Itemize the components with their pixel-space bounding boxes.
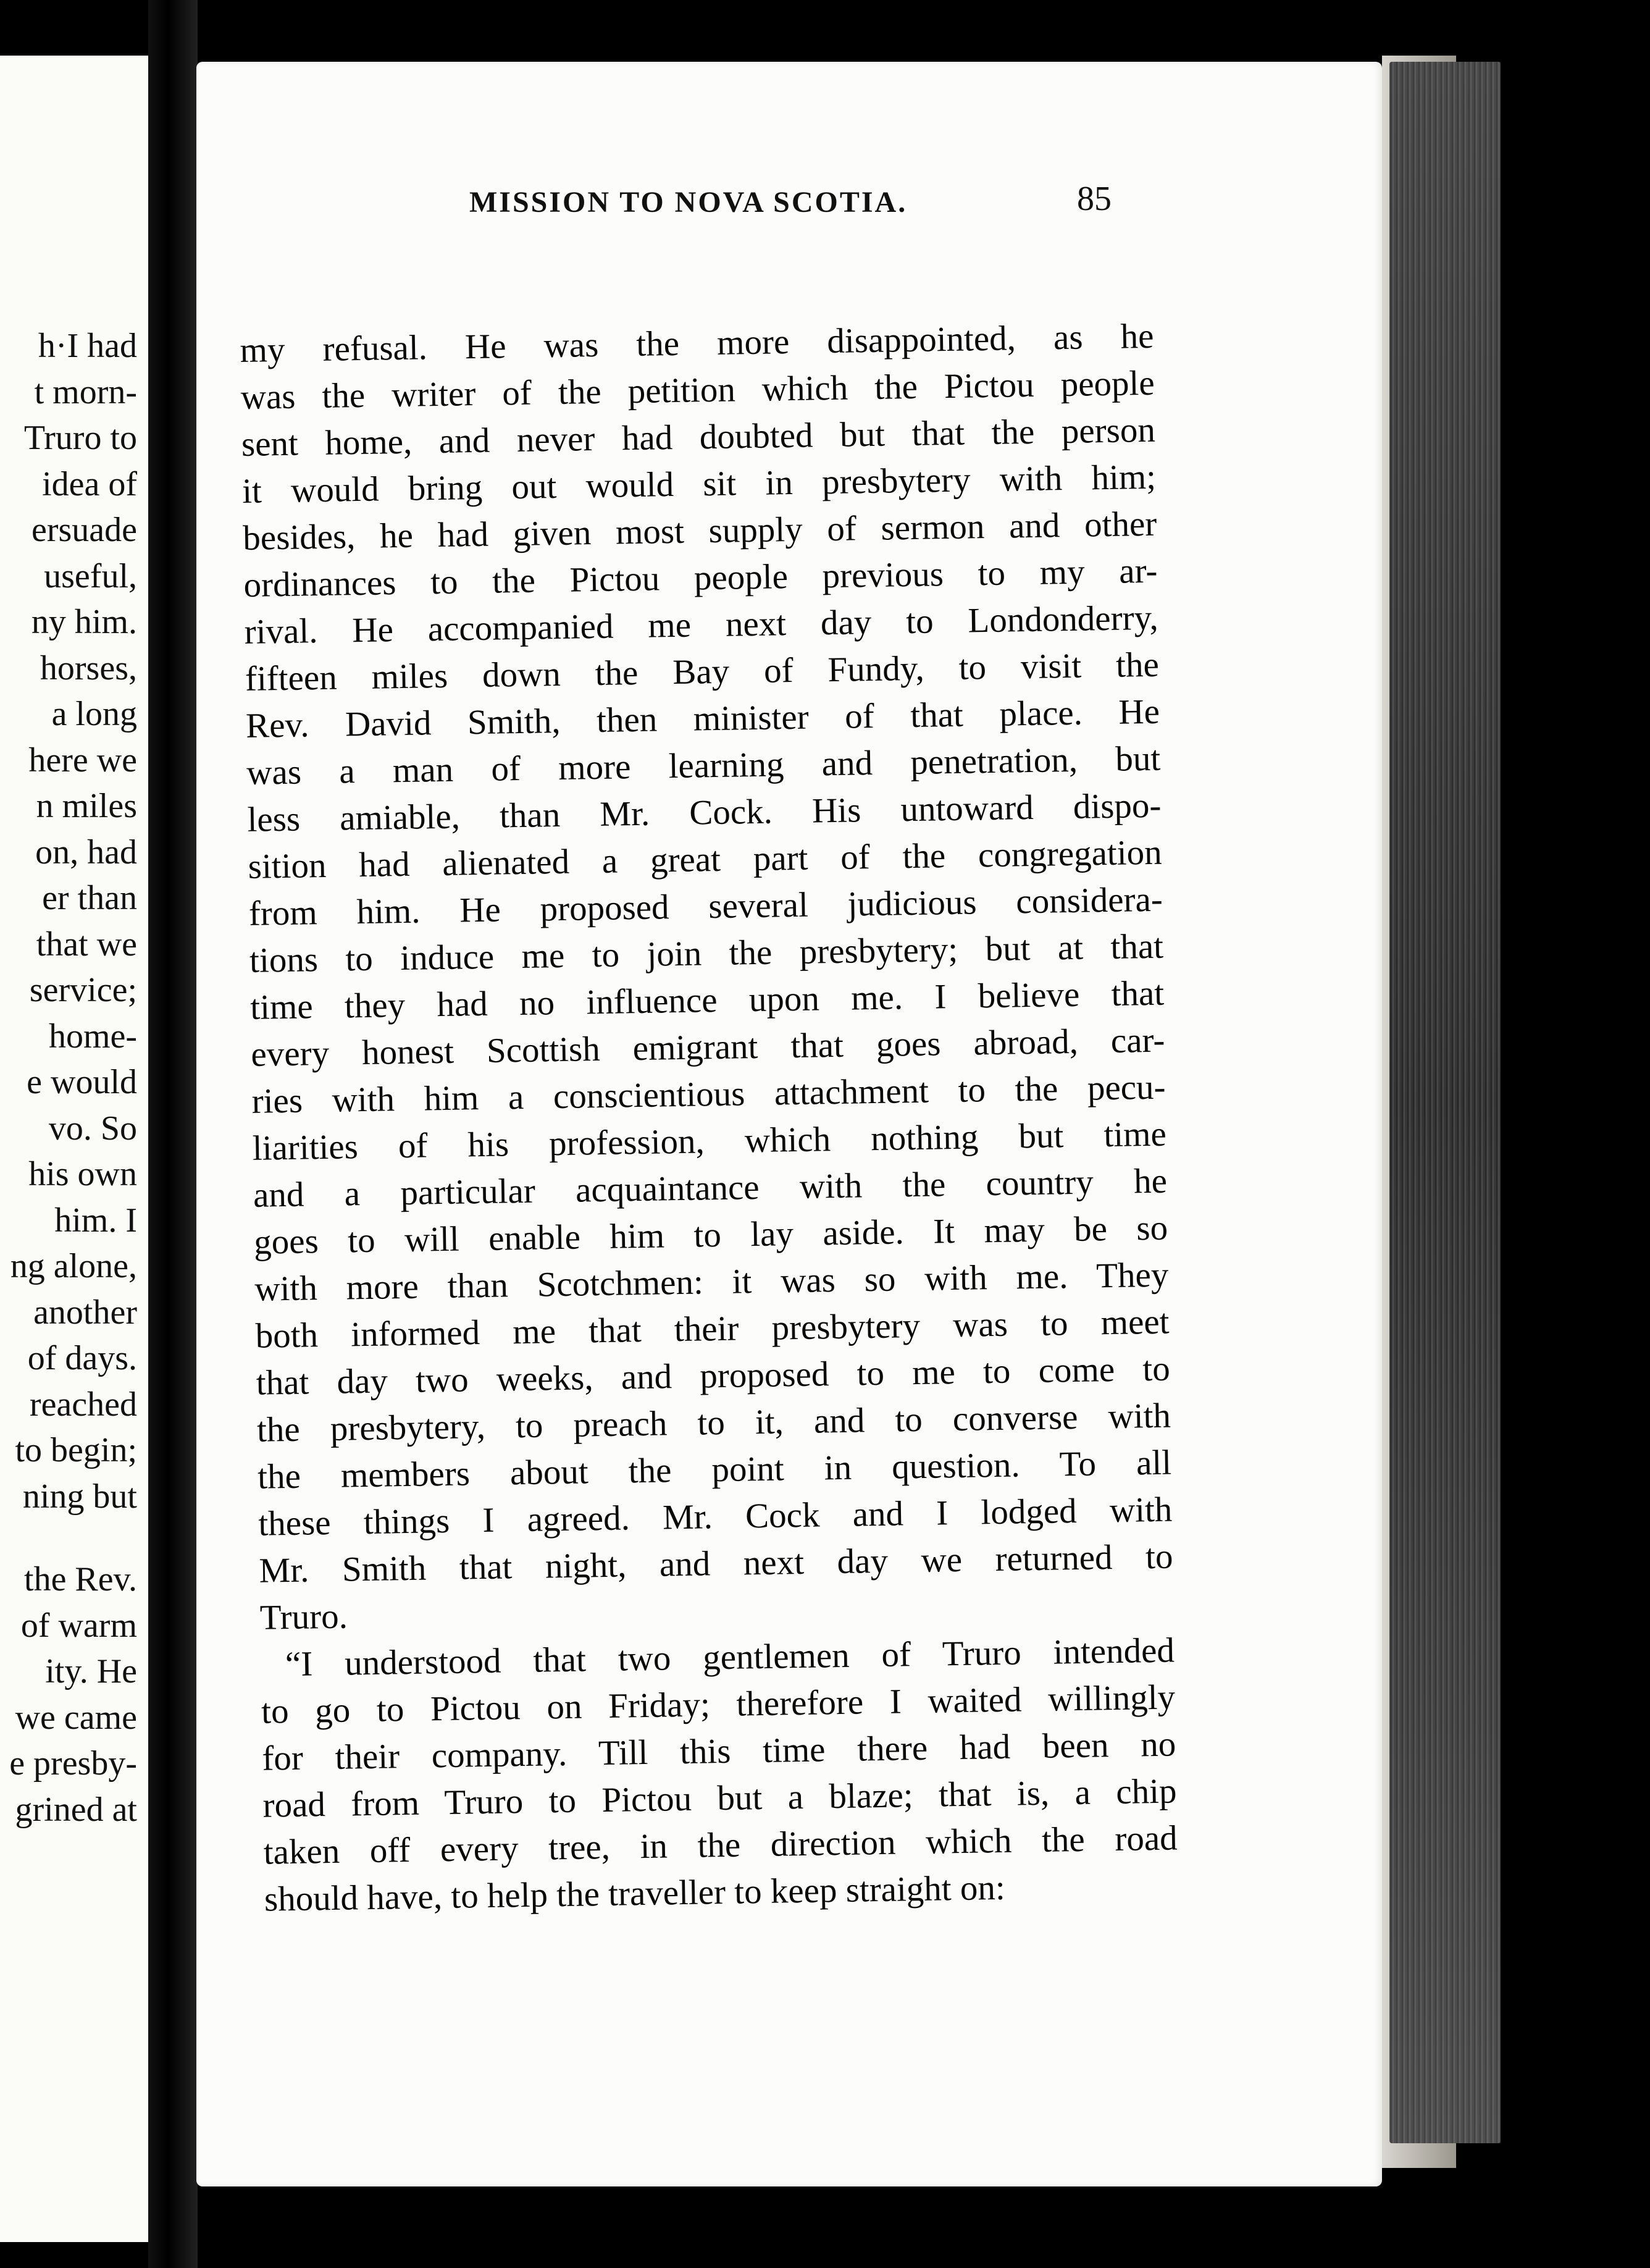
running-header-title: MISSION TO NOVA SCOTIA.: [469, 186, 908, 219]
text-line: sition had alienated a great part of the congregation: [248, 833, 1163, 886]
text-line: to go to Pictou on Friday; therefore I waited willingly: [261, 1678, 1176, 1731]
facing-page-line: ning but: [22, 1477, 137, 1516]
facing-page-line: vo. So: [48, 1109, 137, 1148]
facing-page-line: him. I: [54, 1201, 137, 1240]
facing-page-line: a long: [51, 695, 137, 733]
facing-page-fragment: [0, 56, 148, 2242]
facing-page-line: ny him.: [31, 603, 137, 641]
text-line: from him. He proposed several judicious considera-: [248, 880, 1163, 933]
facing-page-line: horses,: [40, 649, 137, 687]
text-line: goes to will enable him to lay aside. It may be so: [253, 1208, 1168, 1262]
text-line: fifteen miles down the Bay of Fundy, to visit the: [245, 645, 1160, 699]
text-line: was the writer of the petition which the Pictou people: [240, 363, 1155, 417]
text-line: Truro.: [259, 1597, 348, 1637]
text-line: road from Truro to Pictou but a blaze; that is, a chip: [262, 1771, 1177, 1825]
text-line: taken off every tree, in the direction which the road: [263, 1818, 1178, 1872]
text-line: both informed me that their presbytery was to meet: [255, 1302, 1170, 1356]
facing-page-line: his own: [28, 1155, 137, 1193]
text-line: my refusal. He was the more disappointed, as he: [240, 316, 1154, 370]
facing-page-line: ng alone,: [10, 1247, 137, 1285]
running-header: [272, 180, 1112, 241]
text-line: should have, to help the traveller to keep straight on:: [264, 1868, 1006, 1919]
facing-page-line: e would: [27, 1063, 137, 1101]
text-line: “I understood that two gentlemen of Truro intended: [285, 1631, 1175, 1684]
page-number: 85: [1077, 180, 1112, 218]
facing-page-line: on, had: [35, 833, 137, 872]
facing-page-line: we came: [15, 1698, 137, 1737]
text-line: these things I agreed. Mr. Cock and I lodged with: [258, 1490, 1173, 1544]
book-gutter: [148, 0, 198, 2268]
facing-page-line: service;: [29, 971, 137, 1009]
text-line: the presbytery, to preach to it, and to converse with: [256, 1396, 1171, 1450]
text-line: tions to induce me to join the presbytery; but at that: [249, 926, 1164, 980]
facing-page-line: to begin;: [15, 1431, 137, 1469]
facing-page-line: ersuade: [31, 511, 137, 549]
facing-page-line: er than: [42, 879, 137, 917]
facing-page-line: n miles: [36, 787, 137, 825]
text-line: the members about the point in question. To all: [257, 1443, 1172, 1497]
facing-page-line: h·I had: [38, 327, 137, 365]
facing-page-line: e presby-: [9, 1744, 137, 1783]
facing-page-line: of days.: [27, 1339, 137, 1377]
facing-page-line: home-: [48, 1017, 137, 1056]
text-line: liarities of his profession, which nothing but time: [252, 1114, 1167, 1168]
facing-page-line: grined at: [15, 1790, 137, 1829]
facing-page-line: another: [33, 1293, 137, 1332]
text-line: Mr. Smith that night, and next day we returned to: [259, 1537, 1173, 1590]
text-line: sent home, and never had doubted but that the person: [241, 410, 1156, 464]
facing-page-line: t morn-: [34, 372, 137, 411]
text-line: rival. He accompanied me next day to Londonderry,: [244, 598, 1159, 652]
facing-page-line: of warm: [20, 1606, 137, 1645]
text-line: besides, he had given most supply of sermon and other: [242, 504, 1157, 558]
book-fore-edge: [1389, 62, 1501, 2143]
text-line: less amiable, than Mr. Cock. His untoward dispo-: [247, 786, 1162, 839]
text-line: it would bring out would sit in presbytery with him;: [241, 457, 1157, 511]
text-line: ordinances to the Pictou people previous to my ar-: [243, 551, 1158, 605]
text-line: time they had no influence upon me. I believe that: [249, 973, 1165, 1027]
facing-page-line: useful,: [44, 556, 137, 595]
text-line: Rev. David Smith, then minister of that place. He: [245, 692, 1160, 746]
text-line: for their company. Till this time there had been no: [261, 1724, 1176, 1778]
text-line: that day two weeks, and proposed to me to come to: [256, 1349, 1171, 1403]
facing-page-line: Truro to: [23, 419, 137, 457]
text-line: and a particular acquaintance with the country he: [253, 1161, 1168, 1215]
facing-page-line: reached: [29, 1385, 137, 1424]
text-line: ries with him a conscientious attachment to the pecu-: [251, 1067, 1166, 1121]
facing-page-line: ity. He: [45, 1652, 137, 1690]
facing-page-line: the Rev.: [24, 1560, 137, 1598]
facing-page-line: that we: [36, 925, 137, 964]
text-line: every honest Scottish emigrant that goes abroad, car-: [251, 1020, 1165, 1074]
facing-page-line: here we: [28, 741, 137, 779]
text-line: with more than Scotchmen: it was so with me. They: [254, 1255, 1169, 1309]
facing-page-line: idea of: [42, 464, 137, 503]
text-line: was a man of more learning and penetration, but: [246, 739, 1161, 792]
